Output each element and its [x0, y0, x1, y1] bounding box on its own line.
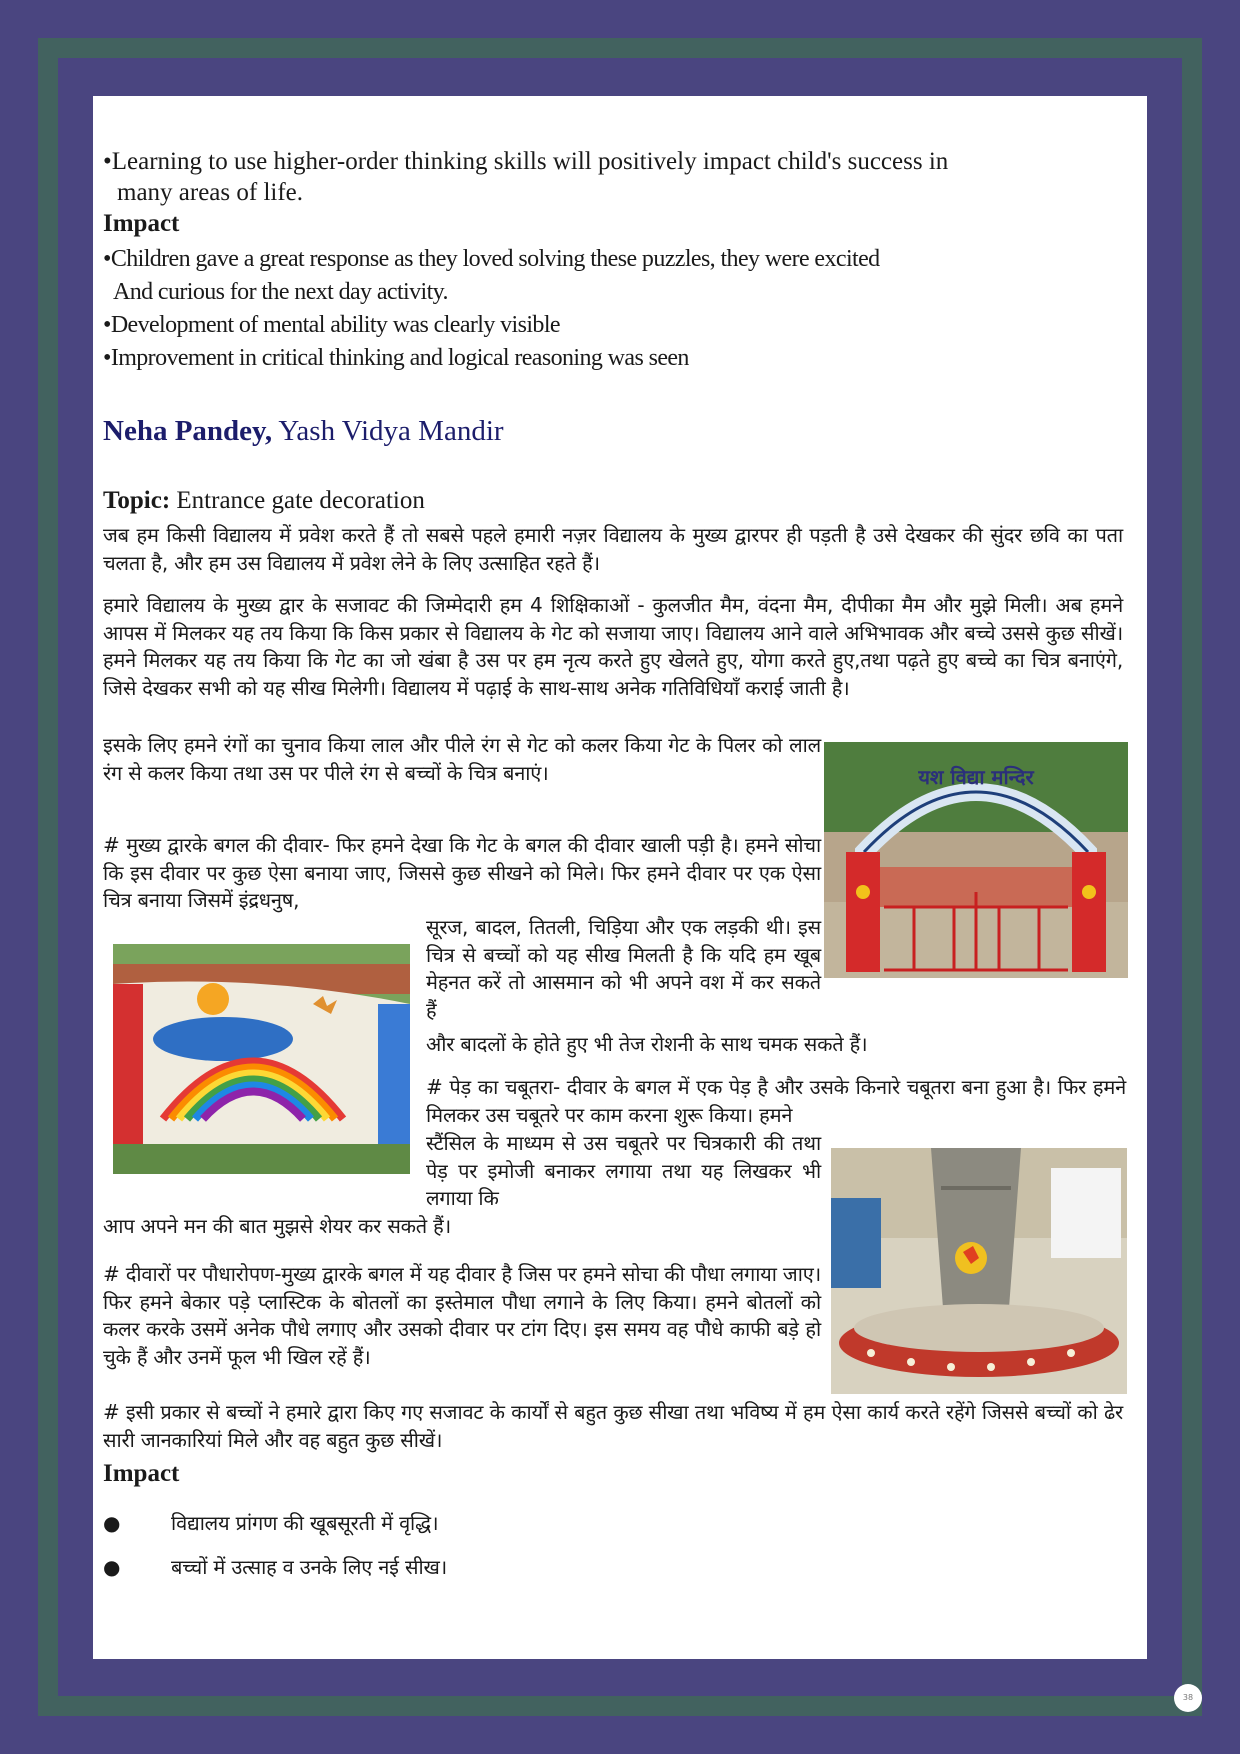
photo-tree-platform	[831, 1148, 1127, 1394]
impact-item: •Development of mental ability was clearly visible	[103, 312, 560, 338]
topic-label: Topic:	[103, 487, 171, 514]
impact2-item: ● बच्चों में उत्साह व उनके लिए नई सीख।	[103, 1555, 448, 1579]
photo-entrance-gate	[824, 742, 1128, 978]
author-school: Yash Vidya Mandir	[278, 415, 504, 447]
topic-value: Entrance gate decoration	[176, 487, 425, 514]
gate-sign-text: यश विद्या मन्दिर	[918, 765, 1034, 789]
impact-item: •Children gave a great response as they loved solving these puzzles, they were excited	[103, 246, 880, 272]
paragraph-wall-b: सूरज, बादल, तितली, चिड़िया और एक लड़की थी। इस चित्र से बच्चों को यह सीख मिलती है कि यदि हम खूब मेहनत करें तो आसमान को भी अपने वश में कर सकते हैं	[426, 915, 821, 1022]
paragraph-intro: जब हम किसी विद्यालय में प्रवेश करते हैं तो सबसे पहले हमारी नज़र विद्यालय के मुख्य द्वारपर ही पड़ती है उसे देखकर की सुंदर छवि का पता चलता है, और हम उस विद्यालय में प्रवेश लेने के लिए उत्साहित रहते हैं।	[103, 523, 1123, 575]
impact-item: •Improvement in critical thinking and logical reasoning was seen	[103, 345, 689, 371]
bullet-item: •Learning to use higher-order thinking skills will positively impact child's success in	[103, 148, 949, 175]
paragraph-plants: # दीवारों पर पौधारोपण-मुख्य द्वारके बगल में यह दीवार है जिस पर हमने सोचा की पौधा लगाया जाए। फिर हमने बेकार पड़े प्लास्टिक के बोतलों का इस्तेमाल पौधा लगाने के लिए किया। हमने बोतलों को कलर करके उसमें अनेक पौधे लगाए और उसको दीवार पर टांग दिए। इस समय वह पौधे काफी बड़े हो चुके हैं और उनमें फूल भी खिल रहें हैं।	[103, 1262, 821, 1369]
impact-item-cont: And curious for the next day activity.	[113, 279, 448, 305]
paragraph-wall-a: # मुख्य द्वारके बगल की दीवार- फिर हमने देखा कि गेट के बगल की दीवार खाली पड़ी है। हमने सोचा कि इस दीवार पर कुछ ऐसा बनाया जाए, जिससे कुछ सीखने को मिले। फिर हमने दीवार पर एक ऐसा चित्र बनाया जिसमें इंद्रधनुष,	[103, 833, 821, 912]
impact-heading: Impact	[103, 210, 180, 237]
paragraph-conclusion: # इसी प्रकार से बच्चों ने हमारे द्वारा किए गए सजावट के कार्यों से बहुत कुछ सीखा तथा भविष्य में हम ऐसा कार्य करते रहेंगे जिससे बच्चों को ढेर सारी जानकारियां मिले और वह बहुत कुछ सीखें।	[103, 1400, 1123, 1452]
author-name: Neha Pandey,	[103, 415, 273, 447]
impact2-heading: Impact	[103, 1460, 180, 1487]
paragraph-tree-c: आप अपने मन की बात मुझसे शेयर कर सकते हैं।	[103, 1214, 451, 1238]
photo-rainbow-wall	[113, 944, 410, 1174]
impact2-item: ● विद्यालय प्रांगण की खूबसूरती में वृद्धि।	[103, 1511, 439, 1535]
paragraph-tree-a: # पेड़ का चबूतरा- दीवार के बगल में एक पेड़ है और उसके किनारे चबूतरा बना हुआ है। फिर हमने मिलकर उस चबूतरे पर काम करना शुरू किया। हमने	[426, 1075, 1126, 1127]
topic-line	[103, 485, 1003, 516]
document-page	[93, 96, 1147, 1659]
paragraph-tree-b: स्टैंसिल के माध्यम से उस चबूतरे पर चित्रकारी की तथा पेड़ पर इमोजी बनाकर लगाया तथा यह लिखकर भी लगाया कि	[426, 1131, 821, 1210]
bullet-item-cont: many areas of life.	[117, 179, 304, 206]
page-number-badge: 38	[1174, 1684, 1202, 1712]
author-line	[103, 416, 1003, 447]
paragraph-wall-c: और बादलों के होते हुए भी तेज रोशनी के साथ चमक सकते हैं।	[426, 1032, 868, 1056]
impact-list	[103, 243, 1133, 375]
paragraph-colors: इसके लिए हमने रंगों का चुनाव किया लाल और पीले रंग से गेट को कलर किया गेट के पिलर को लाल रंग से कलर किया तथा उस पर पीले रंग से बच्चों के चित्र बनाएं।	[103, 733, 821, 785]
paragraph-responsibility: हमारे विद्यालय के मुख्य द्वार के सजावट की जिम्मेदारी हम 4 शिक्षिकाओं - कुलजीत मैम, वंदना मैम, दीपीका मैम और मुझे मिली। अब हमने आपस में मिलकर यह तय किया कि किस प्रकार से विद्यालय के गेट को सजाया जाए। विद्यालय आने वाले अभिभावक और बच्चे उससे कुछ सीखें। हमने मिलकर यह तय किया कि गेट का जो खंबा है उस पर हम नृत्य करते हुए खेलते हुए, योगा करते हुए,तथा पढ़ते हुए बच्चे का चित्र बनाएंगे, जिसे देखकर सभी को यह सीख मिलेगी। विद्यालय में पढ़ाई के साथ-साथ अनेक गतिविधियाँ कराई जाती है।	[103, 593, 1123, 700]
bullet-list	[103, 146, 1103, 239]
